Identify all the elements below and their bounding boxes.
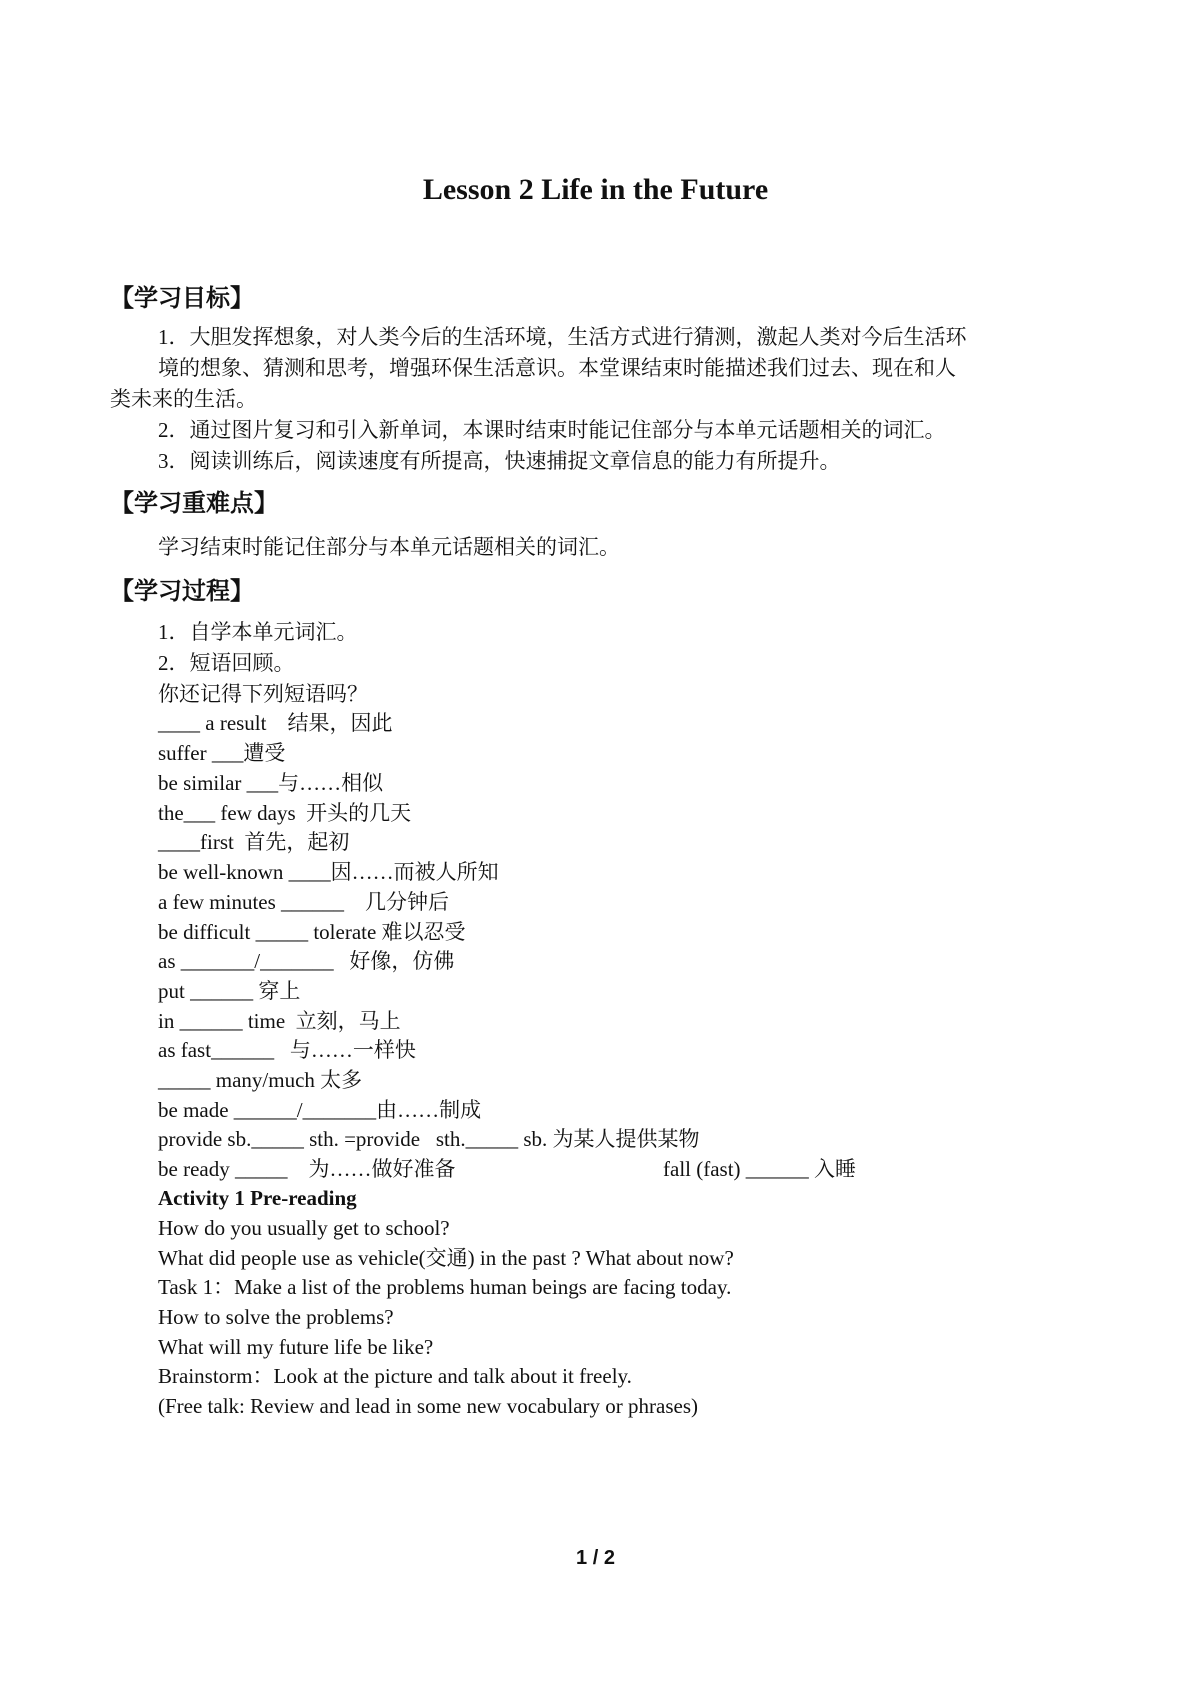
phrase-line: put ______ 穿上	[158, 979, 301, 1003]
phrase-line: be well-known ____因……而被人所知	[158, 860, 499, 884]
process-item-1: 1．自学本单元词汇。	[158, 620, 358, 644]
phrase-line: ____ a result 结果，因此	[158, 711, 393, 735]
activity-line: Task 1：Make a list of the problems human beings are facing today.	[158, 1275, 732, 1299]
key-point-text: 学习结束时能记住部分与本单元话题相关的词汇。	[158, 535, 620, 559]
phrase-line: be ready _____ 为……做好准备	[158, 1157, 456, 1181]
phrase-line: a few minutes ______ 几分钟后	[158, 890, 450, 914]
goal-1-line-1: 1．大胆发挥想象，对人类今后的生活环境，生活方式进行猜测，激起人类对今后生活环	[158, 325, 967, 349]
activity-line: Brainstorm：Look at the picture and talk about it freely.	[158, 1364, 632, 1388]
activity-title: Activity 1 Pre-reading	[158, 1186, 357, 1210]
activity-line: (Free talk: Review and lead in some new vocabulary or phrases)	[158, 1394, 698, 1418]
process-item-2: 2．短语回顾。	[158, 651, 295, 675]
goal-3: 3．阅读训练后，阅读速度有所提高，快速捕捉文章信息的能力有所提升。	[158, 449, 841, 473]
phrase-line: be made ______/_______由……制成	[158, 1098, 482, 1122]
phrase-line: be similar ___与……相似	[158, 771, 384, 795]
activity-line: What will my future life be like?	[158, 1335, 434, 1359]
lesson-title: Lesson 2 Life in the Future	[422, 173, 769, 206]
key-points-heading: 【学习重难点】	[110, 489, 278, 517]
phrase-line: as fast______ 与……一样快	[158, 1038, 416, 1062]
goal-1-line-2: 境的想象、猜测和思考，增强环保生活意识。本堂课结束时能描述我们过去、现在和人	[158, 356, 956, 380]
process-heading: 【学习过程】	[110, 577, 254, 605]
phrase-line: as _______/_______ 好像，仿佛	[158, 949, 455, 973]
activity-line: What did people use as vehicle(交通) in the past ? What about now?	[158, 1246, 734, 1270]
phrase-fall-asleep: fall (fast) ______ 入睡	[663, 1157, 857, 1181]
page-number: 1 / 2	[576, 1547, 615, 1569]
phrase-line: the___ few days 开头的几天	[158, 801, 412, 825]
phrase-line: be difficult _____ tolerate 难以忍受	[158, 920, 466, 944]
goal-2: 2．通过图片复习和引入新单词，本课时结束时能记住部分与本单元话题相关的词汇。	[158, 418, 946, 442]
phrase-line: _____ many/much 太多	[158, 1068, 363, 1092]
process-item-3: 你还记得下列短语吗？	[158, 682, 368, 706]
activity-line: How do you usually get to school?	[158, 1216, 450, 1240]
activity-line: How to solve the problems?	[158, 1305, 394, 1329]
goals-heading: 【学习目标】	[110, 284, 254, 312]
phrase-line: in ______ time 立刻，马上	[158, 1009, 401, 1033]
phrase-line: suffer ___遭受	[158, 741, 286, 765]
phrase-line: ____first 首先，起初	[158, 830, 350, 854]
goal-1-line-3: 类未来的生活。	[110, 387, 257, 411]
phrase-line: provide sb._____ sth. =provide sth._____ sb. 为某人提供某物	[158, 1127, 700, 1151]
